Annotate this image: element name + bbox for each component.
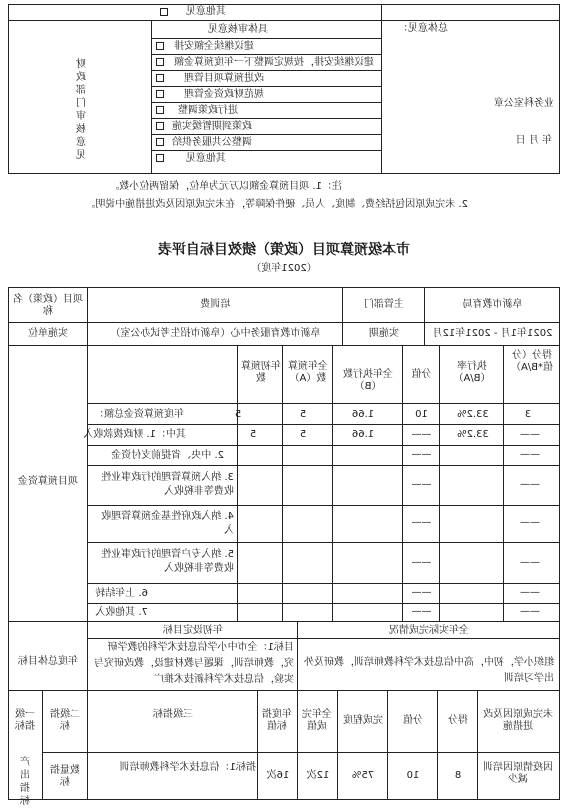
funds-section-label: 项目预算资金 [18,476,78,487]
goals-set-text: 目标1：全市中小学信息技术学科的教学研究，教师培训，课题与教材建设，教改研究与实验，信息技术学科新技术推广 [94,642,294,685]
date-line: 年 月 日 [515,135,552,146]
checkbox-icon[interactable] [156,42,164,50]
goals-actual-header: 全年实际完成情况 [389,625,469,636]
option-regulate-funds: 规范财政资金管理 [184,89,264,100]
funds-row-label: 6. 上年结转 [95,588,148,599]
overall-opinion-label: 总体意见： [398,23,448,34]
option-other: 其他意见 [186,153,226,164]
table-line [297,690,298,800]
table-line [337,690,338,800]
table-line [88,603,560,604]
opinion-line [152,86,382,87]
ind-header-score-value: 分值 [403,715,423,726]
funds-cell: —— [411,479,432,490]
table-line [477,690,478,800]
competent-dept-label: 主管部门 [364,299,404,310]
opinion-line [152,134,382,135]
funds-cell: 5 [234,409,242,420]
table-line [88,542,560,543]
option-continue-full: 建议继续全额安排 [174,41,254,52]
opinion-line [152,150,382,151]
table-line [437,690,438,800]
funds-cell: —— [411,587,432,598]
option-adjust-service: 调整公共服务供给 [172,137,252,148]
funds-row-label: 3. 纳入预算管理的行政事业性收费等非税收入 [101,472,234,497]
opinion-divider [381,4,382,174]
ind-level1: 产出指标 [20,757,30,807]
funds-cell: —— [520,517,540,528]
goals-actual-text: 组织小学，初中，高中信息技术学科教师培训，教研及外出学习培训 [304,657,554,684]
table-line [88,424,560,425]
funds-cell: 5 [249,429,257,440]
ind-reason: 因疫情原因培训减少 [483,762,553,785]
project-name-label: 项目（政策）名称 [13,294,83,317]
ind-header-level1: 一级指标 [15,709,35,732]
funds-cell: —— [520,606,540,617]
table-line [42,690,43,800]
funds-row-label: 2. 中央、省提前支付资金 [111,450,224,461]
business-office-stamp: 业务科室公章 [494,98,554,109]
table-line [387,690,388,800]
funds-cell: 5 [299,409,307,420]
checkbox-icon[interactable] [156,122,164,130]
impl-unit-label: 实施单位 [28,328,68,339]
funds-row-label: 其中：1. 财政拨款收入 [83,429,186,440]
form-title: 市本级预算项目（政策）绩效目标自评表 [158,242,410,258]
funds-row-label: 7. 其他收入 [95,607,148,618]
funds-cell: 3 [524,409,532,420]
table-line [8,322,560,323]
funds-cell: —— [411,557,432,568]
funds-row-label: 5. 纳入专户管理的行政事业性收费等非税收入 [101,549,234,574]
finance-dept-label: 财政部门审核意见 [76,59,86,161]
funds-header-executed: 全年执行数（B） [343,369,393,392]
option-improve-management: 改进预算项目管理 [184,73,264,84]
table-line [88,583,560,584]
funds-cell: —— [520,479,540,490]
specific-opinion-header: 具体审核意见 [208,24,268,35]
table-line [88,465,560,466]
funds-row-label: 4. 纳入政府性基金预算管理收入 [101,511,234,536]
checkbox-icon[interactable] [156,74,164,82]
checkbox-icon[interactable] [160,8,168,16]
goals-section-label: 年度总体目标 [18,656,78,667]
opinion-line [152,38,382,39]
table-line [237,345,238,621]
funds-header-adjusted: 全年预算数（A） [288,361,328,384]
table-line [8,621,560,622]
ind-header-reason: 未完成原因及改进措施 [483,709,553,732]
checkbox-icon[interactable] [156,90,164,98]
option-continue-adjust: 建议继续安排，按规定调整下一年度预算金额 [174,57,374,68]
funds-row-label: 年度预算资金总额： [94,409,184,420]
ind-score-value: 10 [406,770,420,781]
opinion-line [152,54,382,55]
note-2: 2. 未完成原因包括经费、制度、人员、硬件保障等，在未完成原因及改进措施中说明。 [85,199,468,210]
checkbox-icon[interactable] [156,58,164,66]
ind-header-score: 得分 [448,715,468,726]
funds-cell: 10 [415,409,428,420]
opinion-line [152,102,382,103]
ind-header-annual-target: 年度指标值 [262,709,292,732]
ind-header-annual-actual: 全年完成值 [302,709,332,732]
funds-cell: 1.66 [351,429,375,440]
ind-annual-target: 16次 [266,770,290,781]
ind-annual-actual: 12次 [306,770,330,781]
funds-cell: —— [520,587,540,598]
table-line [43,752,560,753]
table-line [88,403,560,404]
ind-level2: 数量指标 [50,765,80,788]
table-line [282,345,283,621]
ind-header-level3: 三级指标 [153,709,193,720]
funds-cell: —— [411,517,432,528]
other-opinion-option: 其他意见 [186,6,226,17]
funds-cell: —— [520,557,540,568]
competent-dept-value: 阜新市教育局 [462,299,523,310]
table-line [257,690,258,800]
table-line [332,345,333,621]
funds-cell: 1.66 [351,409,375,420]
ind-header-level2: 二级指标 [50,709,80,732]
opinion-line [152,118,382,119]
funds-cell: —— [411,429,432,440]
option-policy-adjust: 进行政策调整 [178,105,238,116]
opinion-line [152,70,382,71]
checkbox-icon[interactable] [156,106,164,114]
funds-cell: 5 [299,429,307,440]
project-name-value: 培训费 [200,299,231,310]
funds-header-initial: 年初预算数 [241,361,281,384]
ind-level3: 指标1：信息技术学科教师培训 [119,762,256,773]
ind-completion: 75% [351,770,375,781]
funds-cell: —— [520,429,540,440]
table-line [8,345,560,346]
funds-cell: —— [520,449,540,460]
checkbox-icon[interactable] [156,138,164,146]
table-line [88,638,560,639]
table-line [88,445,560,446]
impl-period-label: 实施期 [369,328,399,339]
opinion-table [8,4,560,174]
funds-cell: 33.2% [457,429,489,440]
opinion-line [8,20,560,21]
impl-period-value: 2021年1月 - 2021年12月 [432,328,553,339]
option-policy-expired: 政策到期暂缓实施 [172,121,252,132]
table-line [88,505,560,506]
note-1: 注：1. 项目预算金额以万元为单位，保留两位小数。 [109,181,342,192]
ind-header-completion: 完成程度 [343,715,383,726]
funds-header-score: 得分（分值*B/A） [510,350,554,373]
funds-cell: 33.2% [457,409,489,420]
table-line [87,690,88,800]
goals-set-header: 年初设定目标 [163,625,223,636]
funds-header-score-value: 分值 [411,369,432,380]
impl-unit-value: 阜新市教育服务中心（阜新市招生考试办公室） [110,328,321,339]
funds-header-exec-rate: 执行率（B/A） [453,361,491,384]
ind-score: 8 [454,770,462,781]
table-line [503,345,504,621]
checkbox-icon[interactable] [156,154,164,162]
form-year: （2021年度） [251,263,317,274]
funds-cell: —— [411,449,432,460]
funds-cell: —— [411,606,432,617]
